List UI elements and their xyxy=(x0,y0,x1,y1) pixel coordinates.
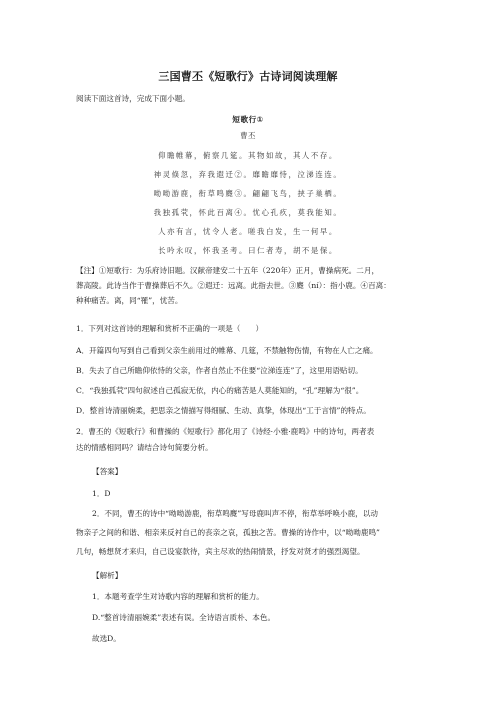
answer-2-line-3: 几句，畅想贤才来归，自己设宴款待，宾主尽欢的热闹情景，抒发对贤才的强烈渴望。 xyxy=(76,547,365,556)
analysis-line-2: D.“整首诗清丽婉柔”表述有误。全诗语言质朴、本色。 xyxy=(92,613,276,622)
note-line-3: 种种痛苦。离，同“罹”，忧苦。 xyxy=(76,296,183,305)
poem-line-5: 人亦有言，忧令人老。嗟我白发，生一何早。 xyxy=(158,227,338,236)
intro-text: 阅读下面这首诗，完成下面小题。 xyxy=(76,94,190,103)
question-1-option-b: B．失去了自己所瞻仰依恃的父亲，作者自然止不住要“泣涕连连”了，这里用语贴切。 xyxy=(76,366,363,375)
question-2-line-2: 达的情感相同吗？请结合诗句简要分析。 xyxy=(76,443,213,452)
document-title: 三国曹丕《短歌行》古诗词阅读理解 xyxy=(158,70,338,83)
note-line-2: 葬高陵。此诗当作于曹操葬后不久。②遐迁：远离。此指去世。③麑（ní）：指小鹿。④百离： xyxy=(76,281,391,290)
poem-line-3: 呦呦游鹿，衔草鸣麑③。翩翩飞鸟，挟子巢栖。 xyxy=(153,189,343,198)
analysis-line-3: 故选D。 xyxy=(92,634,121,643)
answer-label: 【答案】 xyxy=(92,467,123,476)
poem-line-2: 神灵倏忽，弃我遐迁②。靡瞻靡恃，泣涕连连。 xyxy=(153,170,343,179)
question-1-option-a: A．开篇四句写到自己看到父亲生前用过的帷幕、几筵，不禁触物伤情，有物在人亡之痛。 xyxy=(76,346,378,355)
answer-2-line-2: 物亲子之间的和谐、相亲来反衬自己的丧亲之哀，孤独之苦。曹操的诗作中，以“呦呦鹿鸣” xyxy=(76,528,380,537)
analysis-line-1: 1．本题考查学生对诗歌内容的理解和赏析的能力。 xyxy=(92,592,264,601)
poem-line-1: 仰瞻帷幕，俯察几筵。其物如故，其人不存。 xyxy=(158,151,338,160)
note-line-1: 【注】①短歌行：为乐府诗旧题。汉献帝建安二十五年（220年）正月，曹操病死。二月， xyxy=(76,266,380,275)
answer-2-line-1: 2．不同，曹丕的诗中“呦呦游鹿，衔草鸣麑”写母鹿叫声不停，衔草举呼唤小鹿，以动 xyxy=(92,509,378,518)
poem-title: 短歌行① xyxy=(232,115,264,124)
poem-author: 曹丕 xyxy=(240,131,256,140)
analysis-label: 【解析】 xyxy=(92,571,123,580)
question-1-option-d: D．整首诗清丽婉柔，把思亲之情描写得细腻、生动、真挚，体现出“工于言情”的特点。 xyxy=(76,406,371,415)
answer-1: 1．D xyxy=(92,489,111,498)
question-1-stem: 1．下列对这首诗的理解和赏析不正确的一项是（ ） xyxy=(76,324,264,333)
poem-line-6: 长吟永叹，怀我圣考。曰仁者寿，胡不是保。 xyxy=(158,246,338,255)
question-2-line-1: 2．曹丕的《短歌行》和曹操的《短歌行》都化用了《诗经·小雅·鹿鸣》中的诗句，两者表 xyxy=(76,427,375,436)
poem-line-4: 我独孤茕，怀此百离④。忧心孔疚，莫我能知。 xyxy=(153,208,343,217)
question-1-option-c: C．“我独孤茕”四句叙述自己孤寂无依，内心的痛苦是人莫能知的，“孔”理解为“很”。 xyxy=(76,386,364,395)
